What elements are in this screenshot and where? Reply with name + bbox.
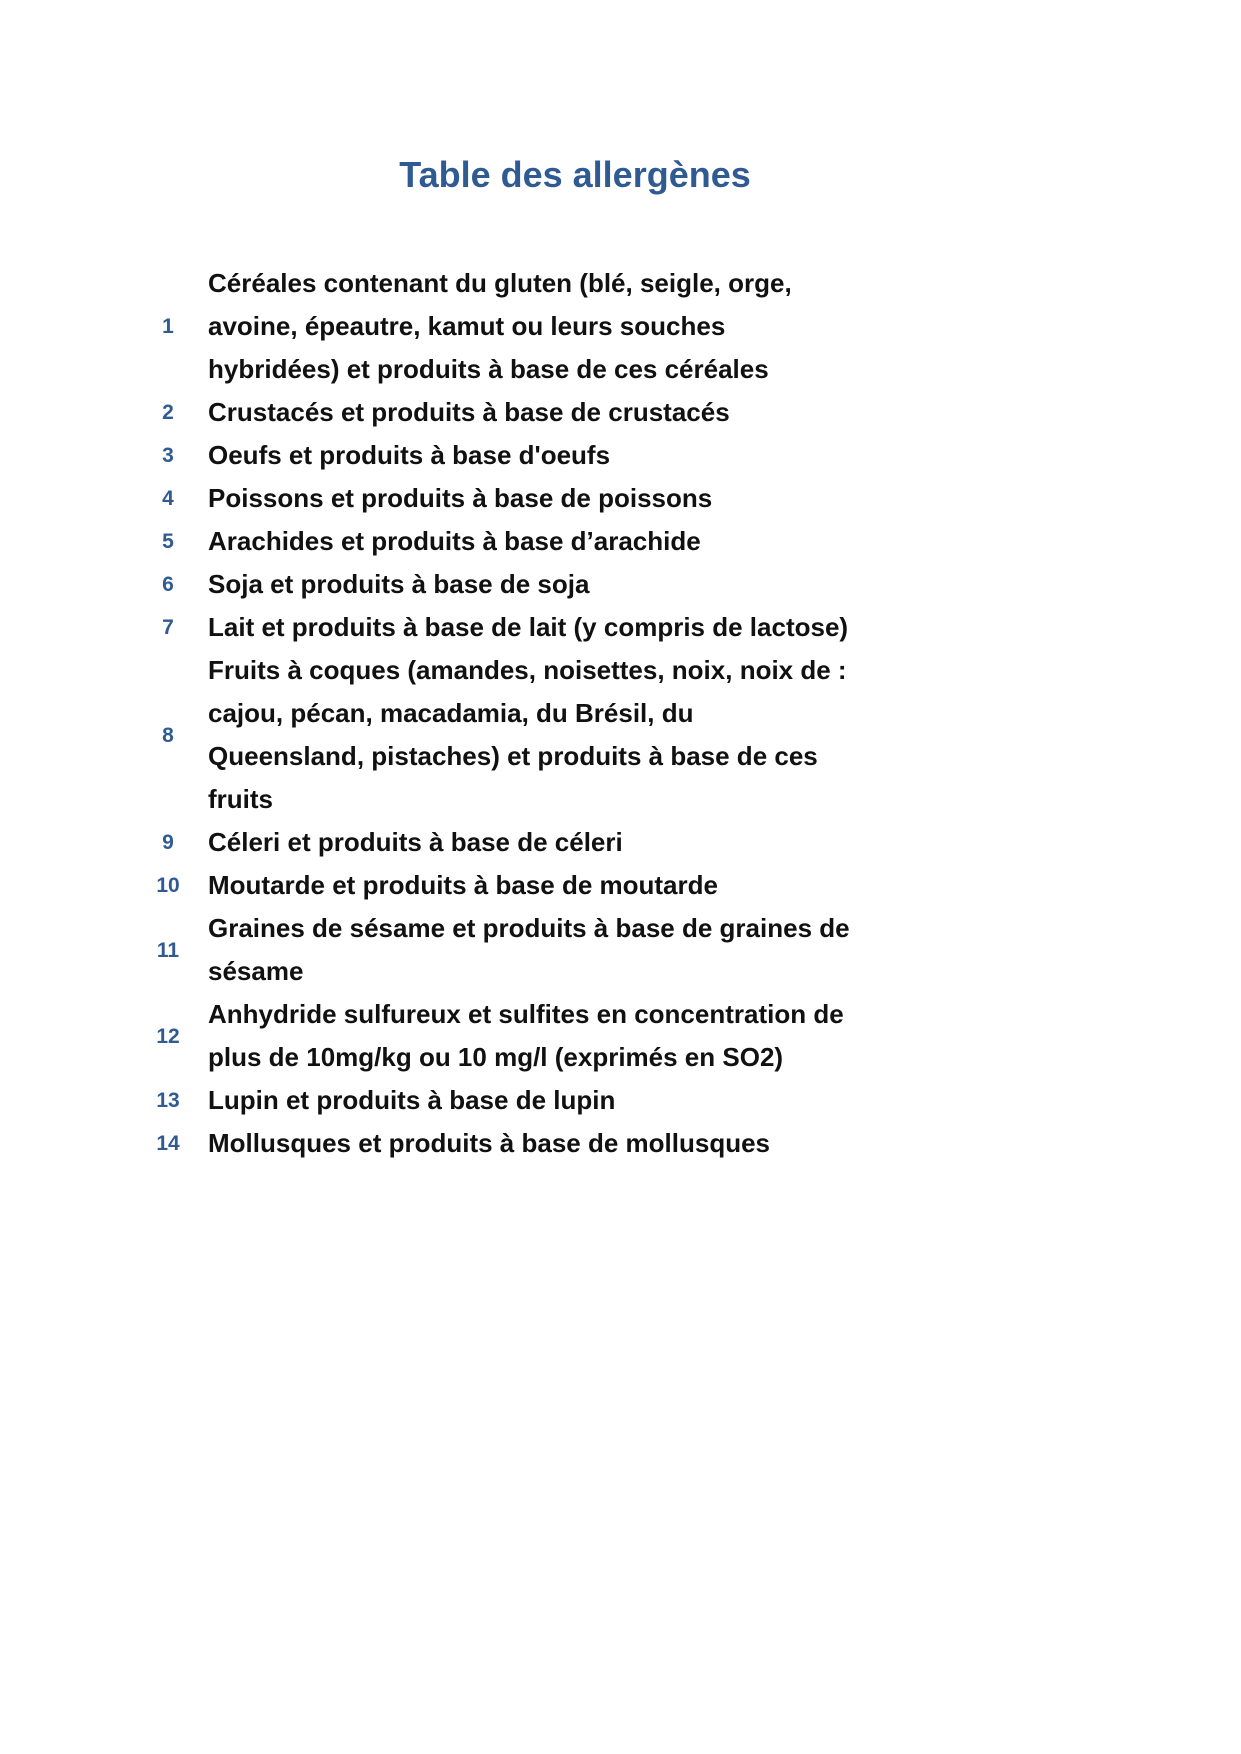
allergen-description-line: Céréales contenant du gluten (blé, seigle, orge, [208, 268, 792, 298]
allergen-description-line: Lupin et produits à base de lupin [208, 1085, 616, 1115]
allergen-description-line: Poissons et produits à base de poissons [208, 483, 713, 513]
allergen-number: 5 [162, 530, 174, 553]
allergen-description [208, 520, 948, 563]
allergen-number: 10 [156, 874, 180, 897]
allergen-description-line: Graines de sésame et produits à base de graines de [208, 913, 850, 943]
allergen-description-line: Mollusques et produits à base de mollusques [208, 1128, 770, 1158]
allergen-description-line: cajou, pécan, macadamia, du Brésil, du [208, 698, 694, 728]
table-row [128, 563, 948, 606]
allergen-description-line: Céleri et produits à base de céleri [208, 827, 623, 857]
table-row [128, 391, 948, 434]
allergen-description [208, 993, 948, 1079]
allergen-description [208, 821, 948, 864]
allergen-table [128, 262, 948, 1165]
table-row [128, 262, 948, 391]
allergen-number: 4 [162, 487, 174, 510]
table-row [128, 606, 948, 649]
table-row [128, 821, 948, 864]
allergen-number: 8 [162, 723, 174, 747]
allergen-description [208, 434, 948, 477]
allergen-description-line: Arachides et produits à base d’arachide [208, 526, 701, 556]
allergen-description-line: Anhydride sulfureux et sulfites en concentration de [208, 999, 844, 1029]
table-row [128, 434, 948, 477]
table-row [128, 1079, 948, 1122]
allergen-number: 11 [156, 938, 180, 962]
allergen-description [208, 606, 948, 649]
table-row [128, 993, 948, 1079]
allergen-description-line: Lait et produits à base de lait (y compris de lactose) [208, 612, 849, 642]
table-row [128, 1122, 948, 1165]
allergen-number: 14 [156, 1132, 180, 1155]
allergen-description [208, 262, 948, 391]
table-row [128, 649, 948, 821]
allergen-description [208, 391, 948, 434]
allergen-description-line: avoine, épeautre, kamut ou leurs souches [208, 311, 726, 341]
allergen-number: 9 [162, 831, 174, 854]
allergen-description-line: plus de 10mg/kg ou 10 mg/l (exprimés en SO2) [208, 1042, 784, 1072]
allergen-description [208, 1079, 948, 1122]
page-title: Table des allergènes [399, 154, 751, 195]
table-row [128, 864, 948, 907]
allergen-description-line: sésame [208, 956, 304, 986]
allergen-description-line: fruits [208, 784, 273, 814]
allergen-description-line: Soja et produits à base de soja [208, 569, 590, 599]
allergen-number: 1 [162, 315, 174, 338]
allergen-description-line: Fruits à coques (amandes, noisettes, noix, noix de : [208, 655, 847, 685]
allergen-number: 3 [162, 444, 174, 467]
allergen-number: 2 [162, 401, 174, 424]
table-row [128, 520, 948, 563]
allergen-description [208, 864, 948, 907]
allergen-description [208, 1122, 948, 1165]
allergen-table-body [128, 262, 948, 1165]
allergen-number: 12 [156, 1024, 180, 1048]
allergen-description-line: hybridées) et produits à base de ces céréales [208, 354, 769, 384]
allergen-number: 6 [162, 573, 174, 596]
allergen-description [208, 649, 948, 821]
allergen-description [208, 563, 948, 606]
table-row [128, 477, 948, 520]
allergen-description-line: Moutarde et produits à base de moutarde [208, 870, 718, 900]
allergen-number: 7 [162, 616, 174, 639]
allergen-description-line: Crustacés et produits à base de crustacés [208, 397, 730, 427]
table-row [128, 907, 948, 993]
allergen-number: 13 [156, 1089, 180, 1112]
allergen-description-line: Queensland, pistaches) et produits à base de ces [208, 741, 818, 771]
allergen-description [208, 477, 948, 520]
allergen-description [208, 907, 948, 993]
allergen-description-line: Oeufs et produits à base d'oeufs [208, 440, 611, 470]
